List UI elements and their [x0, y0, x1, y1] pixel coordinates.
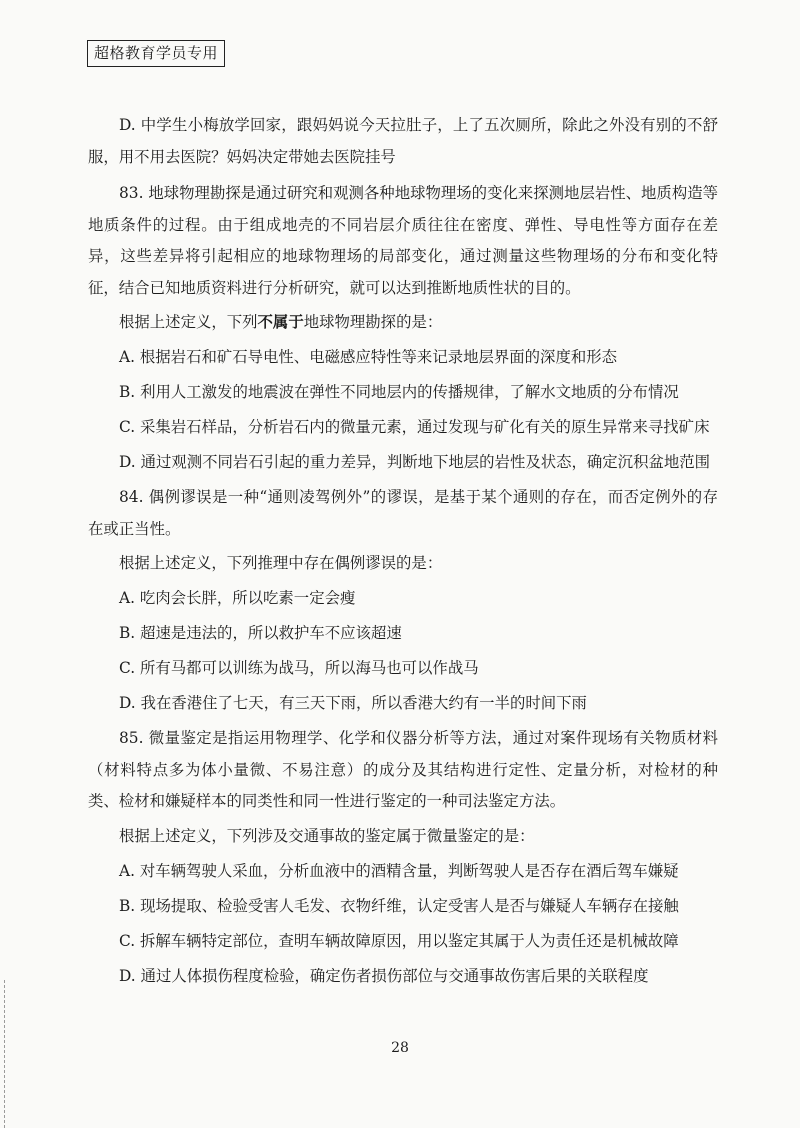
question-84-option-b: B. 超速是违法的，所以救护车不应该超速 — [119, 624, 402, 642]
prev-question-option-d: D. 中学生小梅放学回家，跟妈妈说今天拉肚子，上了五次厕所，除此之外没有别的不舒服，用不用去医院？妈妈决定带她去医院挂号 — [88, 116, 718, 166]
question-83-option-b: B. 利用人工激发的地震波在弹性不同地层内的传播规律，了解水文地质的分布情况 — [119, 383, 679, 401]
question-83-stem: 83. 地球物理勘探是通过研究和观测各种地球物理场的变化来探测地层岩性、地质构造等地质条件的过程。由于组成地壳的不同岩层介质往往在密度、弹性、导电性等方面存在差异，这些差异将引起相应的地球物理场的局部变化，通过测量这些物理场的分布和变化特征，结合已知地质资料进行分析研究，就可以达到推断地质性状的目的。 — [88, 184, 718, 297]
question-83-prompt-pre: 根据上述定义，下列 — [119, 313, 258, 331]
question-85-option-a: A. 对车辆驾驶人采血，分析血液中的酒精含量，判断驾驶人是否存在酒后驾车嫌疑 — [119, 861, 679, 880]
question-83-prompt-post: 地球物理勘探的是： — [303, 313, 443, 331]
question-83-option-c: C. 采集岩石样品，分析岩石内的微量元素，通过发现与矿化有关的原生异常来寻找矿床 — [119, 418, 710, 436]
header-stamp: 超格教育学员专用 — [87, 40, 225, 67]
question-83-prompt — [88, 307, 718, 339]
page-content — [88, 110, 718, 996]
question-84-option-a: A. 吃肉会长胖，所以吃素一定会瘦 — [119, 589, 356, 607]
question-85-prompt: 根据上述定义，下列涉及交通事故的鉴定属于微量鉴定的是： — [119, 826, 535, 845]
question-85-option-c: C. 拆解车辆特定部位，查明车辆故障原因，用以鉴定其属于人为责任还是机械故障 — [119, 931, 679, 950]
question-84-option-c: C. 所有马都可以训练为战马，所以海马也可以作战马 — [119, 659, 479, 677]
question-84-option-d: D. 我在香港住了七天，有三天下雨，所以香港大约有一半的时间下雨 — [119, 694, 587, 712]
question-85-option-b: B. 现场提取、检验受害人毛发、衣物纤维，认定受害人是否与嫌疑人车辆存在接触 — [119, 896, 679, 915]
question-85-option-d: D. 通过人体损伤程度检验，确定伤者损伤部位与交通事故伤害后果的关联程度 — [119, 966, 649, 985]
question-85-stem: 85. 微量鉴定是指运用物理学、化学和仪器分析等方法，通过对案件现场有关物质材料（材料特点多为体小量微、不易注意）的成分及其结构进行定性、定量分析，对检材的种类、检材和嫌疑样本的同类性和同一性进行鉴定的一种司法鉴定方法。 — [88, 729, 718, 810]
question-84-prompt: 根据上述定义，下列推理中存在偶例谬误的是： — [119, 554, 443, 572]
question-83-prompt-emphasis: 不属于 — [257, 313, 304, 331]
page-number: 28 — [391, 1040, 409, 1056]
question-83-option-a: A. 根据岩石和矿石导电性、电磁感应特性等来记录地层界面的深度和形态 — [119, 348, 618, 366]
question-83-option-d: D. 通过观测不同岩石引起的重力差异，判断地下地层的岩性及状态，确定沉积盆地范围 — [119, 453, 711, 471]
question-84-stem: 84. 偶例谬误是一种“通则凌驾例外”的谬误，是基于某个通则的存在，而否定例外的存在或正当性。 — [88, 488, 718, 538]
binding-edge-line — [4, 980, 6, 1128]
